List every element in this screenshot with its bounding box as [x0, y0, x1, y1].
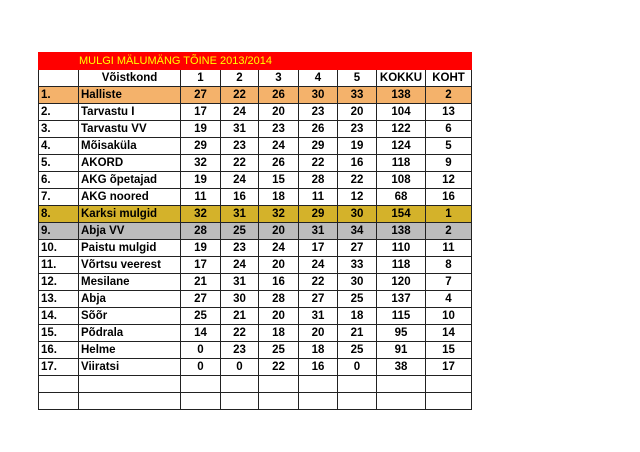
round-score: 20 — [299, 325, 338, 342]
empty-cell — [181, 376, 221, 393]
row-number: 4. — [39, 138, 79, 155]
table-row — [39, 87, 472, 104]
row-number: 9. — [39, 223, 79, 240]
round-score: 16 — [299, 359, 338, 376]
round-score: 14 — [181, 325, 221, 342]
team-name: AKG õpetajad — [79, 172, 181, 189]
team-name: Abja VV — [79, 223, 181, 240]
team-name: Karksi mulgid — [79, 206, 181, 223]
round-score: 32 — [181, 155, 221, 172]
row-number: 14. — [39, 308, 79, 325]
empty-cell — [338, 393, 377, 410]
round-score: 17 — [181, 257, 221, 274]
place: 16 — [426, 189, 472, 206]
table-row — [39, 291, 472, 308]
empty-cell — [221, 393, 259, 410]
round-score: 25 — [259, 342, 299, 359]
empty-cell — [426, 393, 472, 410]
round-score: 30 — [338, 206, 377, 223]
table-row — [39, 308, 472, 325]
team-name: Võrtsu veerest — [79, 257, 181, 274]
place: 7 — [426, 274, 472, 291]
round-score: 26 — [259, 155, 299, 172]
table-row — [39, 189, 472, 206]
round-score: 27 — [181, 87, 221, 104]
total-score: 154 — [377, 206, 426, 223]
row-number: 1. — [39, 87, 79, 104]
place: 11 — [426, 240, 472, 257]
round-score: 31 — [299, 308, 338, 325]
empty-cell — [377, 376, 426, 393]
round-score: 20 — [259, 257, 299, 274]
header-round-5: 5 — [338, 70, 377, 87]
team-name: AKG noored — [79, 189, 181, 206]
total-score: 104 — [377, 104, 426, 121]
place: 6 — [426, 121, 472, 138]
empty-cell — [79, 393, 181, 410]
row-number: 10. — [39, 240, 79, 257]
round-score: 24 — [221, 104, 259, 121]
header-team: Võistkond — [79, 70, 181, 87]
round-score: 31 — [299, 223, 338, 240]
round-score: 21 — [181, 274, 221, 291]
header-round-4: 4 — [299, 70, 338, 87]
round-score: 33 — [338, 87, 377, 104]
empty-cell — [221, 376, 259, 393]
round-score: 34 — [338, 223, 377, 240]
empty-cell — [259, 376, 299, 393]
row-number: 5. — [39, 155, 79, 172]
round-score: 22 — [299, 155, 338, 172]
round-score: 32 — [259, 206, 299, 223]
round-score: 0 — [181, 342, 221, 359]
total-score: 122 — [377, 121, 426, 138]
empty-cell — [377, 393, 426, 410]
row-number: 11. — [39, 257, 79, 274]
header-total: KOKKU — [377, 70, 426, 87]
team-name: AKORD — [79, 155, 181, 172]
empty-cell — [299, 376, 338, 393]
round-score: 25 — [181, 308, 221, 325]
round-score: 20 — [338, 104, 377, 121]
round-score: 29 — [299, 206, 338, 223]
total-score: 120 — [377, 274, 426, 291]
place: 12 — [426, 172, 472, 189]
total-score: 110 — [377, 240, 426, 257]
total-score: 38 — [377, 359, 426, 376]
round-score: 17 — [299, 240, 338, 257]
team-name: Helme — [79, 342, 181, 359]
round-score: 20 — [259, 308, 299, 325]
table-row — [39, 257, 472, 274]
team-name: Viiratsi — [79, 359, 181, 376]
results-table — [38, 52, 472, 410]
place: 5 — [426, 138, 472, 155]
round-score: 24 — [299, 257, 338, 274]
place: 15 — [426, 342, 472, 359]
round-score: 0 — [221, 359, 259, 376]
round-score: 23 — [221, 138, 259, 155]
total-score: 137 — [377, 291, 426, 308]
round-score: 16 — [221, 189, 259, 206]
team-name: Mesilane — [79, 274, 181, 291]
header-round-3: 3 — [259, 70, 299, 87]
round-score: 21 — [221, 308, 259, 325]
total-score: 118 — [377, 155, 426, 172]
round-score: 18 — [259, 325, 299, 342]
row-number: 3. — [39, 121, 79, 138]
table-row — [39, 359, 472, 376]
round-score: 30 — [299, 87, 338, 104]
empty-cell — [181, 393, 221, 410]
round-score: 31 — [221, 121, 259, 138]
round-score: 17 — [181, 104, 221, 121]
total-score: 68 — [377, 189, 426, 206]
team-name: Paistu mulgid — [79, 240, 181, 257]
round-score: 26 — [259, 87, 299, 104]
round-score: 0 — [181, 359, 221, 376]
table-row — [39, 121, 472, 138]
round-score: 12 — [338, 189, 377, 206]
table-row — [39, 274, 472, 291]
round-score: 28 — [259, 291, 299, 308]
header-row — [39, 70, 472, 87]
empty-cell — [299, 393, 338, 410]
round-score: 22 — [259, 359, 299, 376]
total-score: 124 — [377, 138, 426, 155]
row-number: 12. — [39, 274, 79, 291]
row-number: 7. — [39, 189, 79, 206]
round-score: 22 — [221, 87, 259, 104]
table-row — [39, 325, 472, 342]
round-score: 30 — [221, 291, 259, 308]
round-score: 20 — [259, 104, 299, 121]
round-score: 26 — [299, 121, 338, 138]
row-number: 6. — [39, 172, 79, 189]
round-score: 11 — [181, 189, 221, 206]
table-row — [39, 240, 472, 257]
row-number: 13. — [39, 291, 79, 308]
team-name: Tarvastu VV — [79, 121, 181, 138]
empty-row — [39, 393, 472, 410]
team-name: Sõõr — [79, 308, 181, 325]
round-score: 18 — [299, 342, 338, 359]
row-number: 15. — [39, 325, 79, 342]
round-score: 27 — [299, 291, 338, 308]
table-row — [39, 342, 472, 359]
table-row — [39, 138, 472, 155]
table-title: MULGI MÄLUMÄNG TÕINE 2013/2014 — [39, 53, 472, 70]
round-score: 24 — [221, 257, 259, 274]
round-score: 22 — [221, 325, 259, 342]
round-score: 23 — [338, 121, 377, 138]
round-score: 28 — [299, 172, 338, 189]
round-score: 24 — [259, 138, 299, 155]
empty-cell — [426, 376, 472, 393]
team-name: Tarvastu I — [79, 104, 181, 121]
round-score: 21 — [338, 325, 377, 342]
round-score: 19 — [181, 172, 221, 189]
row-number: 17. — [39, 359, 79, 376]
round-score: 23 — [299, 104, 338, 121]
table-row — [39, 172, 472, 189]
total-score: 115 — [377, 308, 426, 325]
round-score: 22 — [221, 155, 259, 172]
empty-row — [39, 376, 472, 393]
round-score: 24 — [221, 172, 259, 189]
empty-cell — [79, 376, 181, 393]
header-round-1: 1 — [181, 70, 221, 87]
round-score: 0 — [338, 359, 377, 376]
round-score: 16 — [259, 274, 299, 291]
header-place: KOHT — [426, 70, 472, 87]
empty-cell — [39, 376, 79, 393]
row-number: 2. — [39, 104, 79, 121]
place: 2 — [426, 223, 472, 240]
round-score: 23 — [221, 240, 259, 257]
round-score: 31 — [221, 274, 259, 291]
total-score: 108 — [377, 172, 426, 189]
table-row — [39, 206, 472, 223]
place: 10 — [426, 308, 472, 325]
round-score: 19 — [181, 121, 221, 138]
place: 4 — [426, 291, 472, 308]
round-score: 32 — [181, 206, 221, 223]
round-score: 25 — [338, 291, 377, 308]
round-score: 18 — [259, 189, 299, 206]
round-score: 28 — [181, 223, 221, 240]
team-name: Abja — [79, 291, 181, 308]
table-row — [39, 223, 472, 240]
team-name: Halliste — [79, 87, 181, 104]
row-number: 8. — [39, 206, 79, 223]
round-score: 29 — [299, 138, 338, 155]
team-name: Põdrala — [79, 325, 181, 342]
round-score: 22 — [299, 274, 338, 291]
empty-cell — [259, 393, 299, 410]
place: 9 — [426, 155, 472, 172]
place: 1 — [426, 206, 472, 223]
round-score: 23 — [221, 342, 259, 359]
round-score: 30 — [338, 274, 377, 291]
empty-cell — [39, 393, 79, 410]
header-num — [39, 70, 79, 87]
row-number: 16. — [39, 342, 79, 359]
round-score: 27 — [181, 291, 221, 308]
title-row — [39, 53, 472, 70]
total-score: 118 — [377, 257, 426, 274]
table-row — [39, 104, 472, 121]
round-score: 25 — [221, 223, 259, 240]
round-score: 19 — [181, 240, 221, 257]
total-score: 138 — [377, 87, 426, 104]
header-round-2: 2 — [221, 70, 259, 87]
table-row — [39, 155, 472, 172]
round-score: 18 — [338, 308, 377, 325]
round-score: 20 — [259, 223, 299, 240]
round-score: 16 — [338, 155, 377, 172]
round-score: 19 — [338, 138, 377, 155]
round-score: 27 — [338, 240, 377, 257]
place: 8 — [426, 257, 472, 274]
place: 2 — [426, 87, 472, 104]
round-score: 29 — [181, 138, 221, 155]
place: 14 — [426, 325, 472, 342]
round-score: 23 — [259, 121, 299, 138]
round-score: 24 — [259, 240, 299, 257]
place: 13 — [426, 104, 472, 121]
round-score: 25 — [338, 342, 377, 359]
round-score: 11 — [299, 189, 338, 206]
round-score: 15 — [259, 172, 299, 189]
round-score: 31 — [221, 206, 259, 223]
round-score: 22 — [338, 172, 377, 189]
total-score: 138 — [377, 223, 426, 240]
empty-cell — [338, 376, 377, 393]
round-score: 33 — [338, 257, 377, 274]
place: 17 — [426, 359, 472, 376]
total-score: 95 — [377, 325, 426, 342]
team-name: Mõisaküla — [79, 138, 181, 155]
total-score: 91 — [377, 342, 426, 359]
